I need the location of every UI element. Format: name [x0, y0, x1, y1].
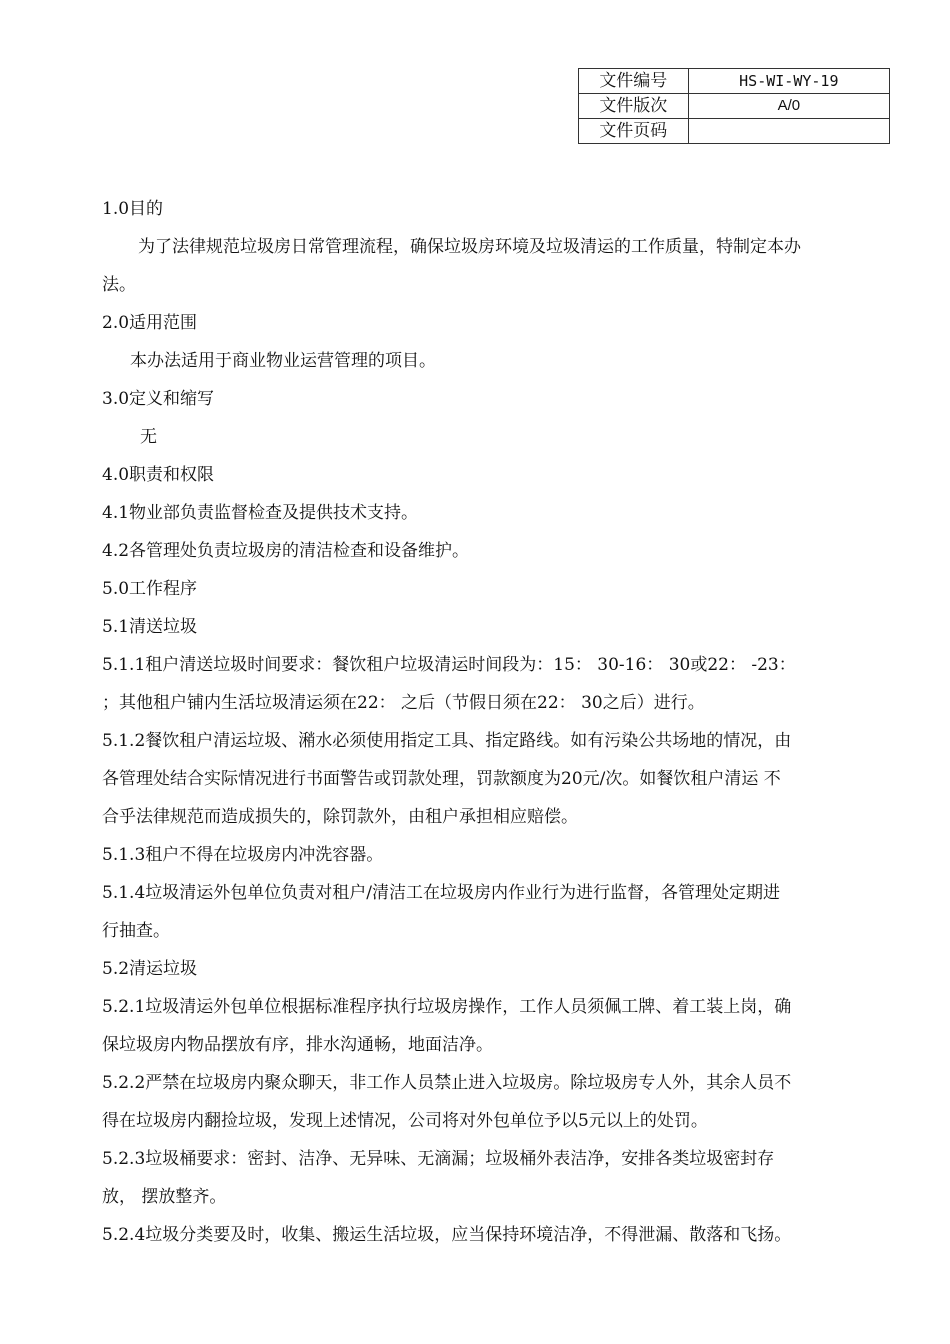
- paragraph-line: 5.2.4垃圾分类要及时，收集、搬运生活垃圾，应当保持环境洁净，不得泄漏、散落和飞扬。: [102, 1225, 792, 1245]
- paragraph-line: 5.2.3垃圾桶要求：密封、洁净、无异味、无滴漏；垃圾桶外表洁净，安排各类垃圾密封存: [102, 1149, 775, 1169]
- paragraph-line: 保垃圾房内物品摆放有序，排水沟通畅，地面洁净。: [102, 1035, 493, 1055]
- doc-page-label: 文件页码: [579, 119, 689, 144]
- subsection-heading: 5.2清运垃圾: [102, 959, 198, 979]
- subsection-heading: 5.1清送垃圾: [102, 617, 198, 637]
- doc-number-label: 文件编号: [579, 69, 689, 94]
- doc-version-label: 文件版次: [579, 94, 689, 119]
- section-heading-definitions: 3.0定义和缩写: [102, 389, 215, 409]
- paragraph-line: 为了法律规范垃圾房日常管理流程，确保垃圾房环境及垃圾清运的工作质量，特制定本办: [138, 237, 801, 257]
- table-row: [579, 94, 890, 119]
- table-row: [579, 119, 890, 144]
- section-heading-procedure: 5.0工作程序: [102, 579, 198, 599]
- paragraph-line: 得在垃圾房内翻捡垃圾，发现上述情况，公司将对外包单位予以5元以上的处罚。: [102, 1111, 708, 1131]
- doc-number-value: HS-WI-WY-19: [688, 69, 889, 94]
- table-row: [579, 69, 890, 94]
- section-heading-purpose: 1.0目的: [102, 199, 164, 219]
- paragraph-line: 5.1.1租户清送垃圾时间要求：餐饮租户垃圾清运时间段为：15： 30-16： 30或22： -23：: [102, 655, 796, 675]
- paragraph-line: 5.2.2严禁在垃圾房内聚众聊天，非工作人员禁止进入垃圾房。除垃圾房专人外，其余人员不: [102, 1073, 792, 1093]
- paragraph-line: ；其他租户铺内生活垃圾清运须在22： 之后（节假日须在22： 30之后）进行。: [102, 693, 705, 713]
- doc-version-value: A/0: [688, 94, 889, 119]
- document-info-table: [578, 68, 890, 144]
- paragraph-line: 无: [140, 427, 157, 447]
- paragraph-line: 本办法适用于商业物业运营管理的项目。: [130, 351, 436, 371]
- section-heading-responsibilities: 4.0职责和权限: [102, 465, 215, 485]
- paragraph-line: 5.1.4垃圾清运外包单位负责对租户/清洁工在垃圾房内作业行为进行监督，各管理处定期进: [102, 883, 780, 903]
- document-body: [102, 190, 892, 1254]
- doc-page-value: [688, 119, 889, 144]
- paragraph-line: 4.1物业部负责监督检查及提供技术支持。: [102, 503, 419, 523]
- paragraph-line: 各管理处结合实际情况进行书面警告或罚款处理，罚款额度为20元/次。如餐饮租户清运 不: [102, 769, 781, 789]
- paragraph-line: 5.1.2餐饮租户清运垃圾、潲水必须使用指定工具、指定路线。如有污染公共场地的情况，由: [102, 731, 792, 751]
- paragraph-line: 5.1.3租户不得在垃圾房内冲洗容器。: [102, 845, 384, 865]
- paragraph-line: 行抽查。: [102, 921, 170, 941]
- paragraph-line: 合乎法律规范而造成损失的，除罚款外，由租户承担相应赔偿。: [102, 807, 578, 827]
- section-heading-scope: 2.0适用范围: [102, 313, 198, 333]
- paragraph-line: 放， 摆放整齐。: [102, 1187, 227, 1207]
- paragraph-line: 4.2各管理处负责垃圾房的清洁检查和设备维护。: [102, 541, 470, 561]
- paragraph-line: 5.2.1垃圾清运外包单位根据标准程序执行垃圾房操作，工作人员须佩工牌、着工装上岗，确: [102, 997, 792, 1017]
- paragraph-line: 法。: [102, 275, 136, 295]
